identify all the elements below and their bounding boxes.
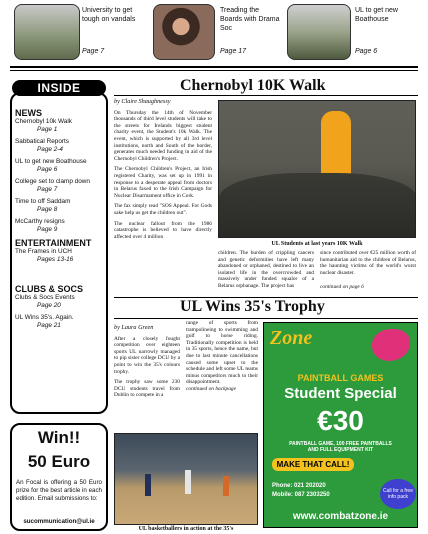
ad-phone2: Mobile: 087 2303250 [272, 492, 330, 498]
article2-col2-text: range of sports from trampolineing to swimming and golf to horse riding. Traditionally competition is held in 35 sports, hence the name, but due to last minute cancellations caused some upset to the schedule and left some UL teams minus competitors much to their disappointment. [186, 320, 258, 386]
news-heading: NEWS [15, 108, 42, 118]
article2-col1 [114, 325, 180, 399]
sidebar-item-label: Time to off Saddam [15, 198, 71, 205]
article1-p4: The nuclear fallout from the 1986 catastrophe is believed to have directly affected over 4 million [114, 220, 212, 240]
sidebar-item-page: Page 1 [37, 126, 58, 133]
ad-badge-text: Call for a free info pack [382, 488, 413, 500]
sidebar-item-page: Page 6 [37, 166, 58, 173]
sidebar-item-saddam[interactable] [15, 198, 103, 214]
article2-col1a: After a closely fought competition over eighteen sports UL narrowly managed to pip sister college DCU by a point to win the 35's colours trophy. [114, 335, 180, 375]
article2-caption: UL basketballers in action at the 35's [138, 526, 234, 532]
article1-byline: by Claire Shaughnessy [114, 98, 171, 105]
sidebar-item-page: Page 2-4 [37, 146, 63, 153]
sidebar-item-page: Page 20 [37, 302, 61, 309]
sidebar-content [15, 108, 103, 334]
combat-zone-ad[interactable] [263, 322, 418, 528]
article1-col2: children. The burden of crippling cancers and genetic deformities have left many abandoned or orphaned, destined to live an isolated life in the overcrowded and massively under funded squalor of a Belarus orphanage. The project has [218, 250, 314, 289]
article1-col3 [320, 250, 416, 291]
teaser-3-photo [287, 4, 351, 60]
inside-label [12, 80, 106, 96]
sidebar-item-label: UL Wins 35's. Again. [15, 314, 74, 321]
article2-byline: by Laura Green [114, 324, 154, 331]
ad-splat-icon [372, 329, 410, 361]
teaser-1-page: Page 7 [82, 48, 105, 55]
mascot-figure [321, 111, 351, 181]
sidebar-item-label: Clubs & Socs Events [15, 294, 75, 301]
sidebar-item-boathouse[interactable] [15, 158, 103, 174]
ad-line2: Student Special [284, 385, 397, 402]
sidebar-item-label: Chernobyl 10k Walk [15, 118, 72, 125]
inside-label-text: INSIDE [37, 81, 81, 95]
sidebar-item-label: College set to clamp down [15, 178, 90, 185]
sidebar-item-label: Sabbatical Reports [15, 138, 69, 145]
teaser-2-photo [153, 4, 215, 60]
article2-rule [114, 318, 418, 319]
teaser-3-page: Page 6 [355, 48, 378, 55]
sidebar-item-page: Page 9 [37, 226, 58, 233]
article1-continued[interactable]: continued on page 6 [320, 284, 364, 291]
ad-phone1: Phone: 021 202020 [272, 483, 326, 489]
player-shape-3 [223, 476, 229, 496]
ad-price: €30 [317, 405, 364, 436]
ad-line1: PAINTBALL GAMES [297, 373, 384, 383]
sidebar-item-clamp[interactable] [15, 178, 103, 194]
top-rule [10, 66, 418, 68]
teaser-2-text: Treading the Boards with Drama Soc [220, 7, 280, 32]
article1-p3: The fax simply read "SOS Appeal. For Gods sake help us get the children out". [114, 203, 212, 216]
article1-photo [218, 100, 416, 238]
sidebar-item-page: Page 7 [37, 186, 58, 193]
sidebar-item-label: The Frames in UCH [15, 248, 72, 255]
article2-headline: UL Wins 35's Trophy [180, 298, 325, 315]
article1-caption: UL Students at last years 10K Walk [271, 241, 363, 247]
win-amount: 50 Euro [27, 452, 91, 471]
ad-small1: PAINTBALL GAME, 100 FREE PAINTBALLS AND FULL EQUIPMENT KIT [289, 441, 392, 453]
ad-brand: Zone [270, 327, 313, 349]
teaser-1-photo [14, 4, 80, 60]
player-shape-1 [145, 474, 151, 496]
crowd-shape [219, 173, 416, 237]
article2-continued[interactable]: continued on backpage [186, 385, 236, 392]
article1-col3-text: since contributed over €25 million worth of humanitarian aid to the children of Belarus, the haunting victims of the world's worst nuclear disaster. [320, 250, 416, 276]
sidebar-item-label: UL to get new Boathouse [15, 158, 87, 165]
entertainment-heading: ENTERTAINMENT [15, 238, 92, 248]
article1-rule [114, 95, 418, 96]
teaser-2-page: Page 17 [220, 48, 247, 55]
sidebar-item-label: McCarthy resigns [15, 218, 65, 225]
sidebar-item-page: Page 8 [37, 206, 58, 213]
sidebar-item-chernobyl[interactable] [15, 118, 103, 134]
sidebar-item-frames[interactable] [15, 248, 103, 264]
win-email-link[interactable]: sucommunication@ul.ie [23, 518, 95, 525]
top-rule-thin [10, 70, 418, 71]
article1-headline: Chernobyl 10K Walk [180, 77, 326, 94]
sidebar-item-page: Page 21 [37, 322, 61, 329]
win-body: An Focal is offering a 50 Euro prize for the best article in each edition. Email submissions to: [16, 479, 102, 502]
player-shape-2 [185, 470, 191, 494]
clubs-heading: CLUBS & SOCS [15, 284, 84, 294]
article1-p2: The Chernobyl Children's Project, an Irish registered Charity, was set up in 1991 in response to a desperate appeal from doctors in Belarus faxed to the Irish Campaign for Nuclear Disarmament office in Cork. [114, 166, 212, 199]
sidebar-item-sabbatical[interactable] [15, 138, 103, 154]
sidebar-item-35s[interactable] [15, 314, 103, 330]
article1-p1: On Thursday the 14th of November thousands of third level students will take to the streets for Irelands biggest student charity event, the Student's 10k Walk. The event, which is supported by all 3rd level institutions, north and South of the border, generates much needed funding in aid of the Chernobyl Children's Project. [114, 109, 212, 162]
teaser-1-text: University to get tough on vandals [82, 7, 136, 23]
inside-sidebar [10, 92, 108, 414]
win-box [10, 423, 108, 531]
article2-col1b: The trophy saw some 230 DCU students travel from Dublin to compete in a [114, 379, 180, 399]
ad-web[interactable]: www.combatzone.ie [292, 511, 389, 522]
teaser-3-text: UL to get new Boathouse [355, 7, 398, 23]
sidebar-item-clubs-events[interactable] [15, 294, 103, 310]
ad-info-badge[interactable] [380, 479, 416, 509]
sidebar-item-mccarthy[interactable] [15, 218, 103, 234]
ad-call: MAKE THAT CALL! [272, 458, 354, 471]
article2-col2 [186, 320, 258, 393]
sidebar-item-page: Pages 13-16 [37, 256, 74, 263]
win-title: Win!! [37, 428, 81, 447]
article1-col1 [114, 99, 212, 240]
article2-photo [114, 433, 258, 525]
